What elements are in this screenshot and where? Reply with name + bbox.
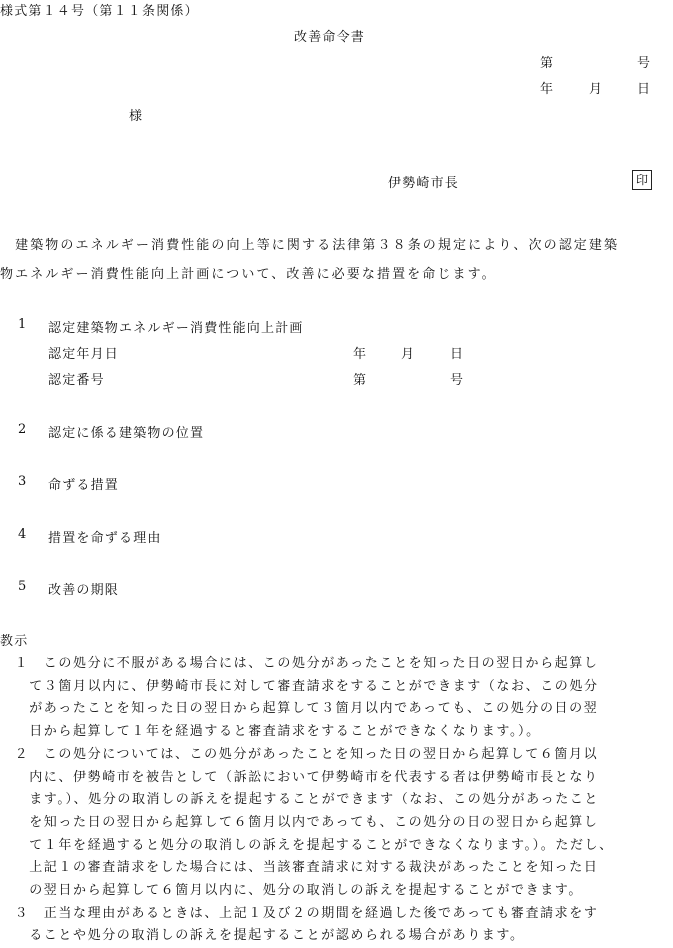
item-label-5: 改善の期限 (48, 583, 120, 598)
date-year: 年 (540, 82, 554, 97)
instruction-line: 日から起算して１年を経過すると審査請求をすることができなくなります。）。 (0, 724, 541, 740)
cert-date-label: 認定年月日 (48, 347, 120, 362)
cert-number-label: 認定番号 (48, 373, 105, 388)
cert-number-suffix: 号 (450, 373, 464, 388)
date-day: 日 (637, 82, 651, 97)
cert-date-day: 日 (450, 347, 464, 362)
instruction-body (0, 653, 673, 948)
cert-number-prefix: 第 (353, 373, 367, 388)
cert-date-month: 月 (401, 347, 415, 362)
doc-number-prefix: 第 (540, 56, 554, 71)
item-label-3: 命ずる措置 (48, 478, 120, 493)
item-number-2: 2 (18, 422, 27, 437)
instruction-line: ることや処分の取消しの訴えを提起することが認められる場合があります。 (0, 928, 525, 944)
form-number: 様式第１４号（第１１条関係） (0, 4, 199, 19)
item-number-4: 4 (18, 527, 27, 542)
item-number-5: 5 (18, 579, 27, 594)
instruction-line: を知った日の翌日から起算して６箇月以内であっても、この処分の日の翌日から起算し (0, 814, 599, 830)
instruction-line: て１年を経過すると処分の取消しの訴えを提起することができなくなります。）。ただし、 (0, 837, 614, 853)
item-number-3: 3 (18, 474, 27, 489)
instruction-line: ３ 正当な理由があるときは、上記１及び２の期間を経過した後であっても審査請求をす (0, 905, 599, 921)
issuer-name: 伊勢崎市長 (388, 176, 460, 191)
item-label-4: 措置を命ずる理由 (48, 531, 162, 546)
doc-number-suffix: 号 (637, 56, 651, 71)
instruction-line: の翌日から起算して６箇月以内に、処分の取消しの訴えを提起することができます。 (0, 883, 583, 899)
intro-paragraph (0, 231, 673, 289)
instruction-heading: 教示 (0, 634, 29, 649)
intro-line-1: 建築物のエネルギー消費性能の向上等に関する法律第３８条の規定により、次の認定建築 (0, 238, 620, 253)
instruction-line: 内に、伊勢崎市を被告として（訴訟において伊勢崎市を代表する者は伊勢崎市長となり (0, 769, 599, 785)
instruction-line: ます。）、処分の取消しの訴えを提起することができます（なお、この処分があったこと (0, 792, 600, 808)
item-number-1: 1 (18, 317, 27, 332)
document-title: 改善命令書 (294, 30, 366, 45)
instruction-line: があったことを知った日の翌日から起算して３箇月以内であっても、この処分の日の翌 (0, 701, 599, 717)
instruction-line: て３箇月以内に、伊勢崎市長に対して審査請求をすることができます（なお、この処分 (0, 678, 599, 694)
instruction-line: ２ この処分については、この処分があったことを知った日の翌日から起算して６箇月以 (0, 746, 599, 762)
instruction-line: 上記１の審査請求をした場合には、当該審査請求に対する裁決があったことを知った日 (0, 860, 599, 876)
seal-mark: 印 (632, 170, 652, 190)
date-month: 月 (589, 82, 603, 97)
intro-line-2: 物エネルギー消費性能向上計画について、改善に必要な措置を命じます。 (0, 267, 497, 282)
item-label-1: 認定建築物エネルギー消費性能向上計画 (48, 321, 304, 336)
cert-date-year: 年 (353, 347, 367, 362)
instruction-line: １ この処分に不服がある場合には、この処分があったことを知った日の翌日から起算し (0, 656, 599, 671)
item-label-2: 認定に係る建築物の位置 (48, 426, 205, 441)
addressee-suffix: 様 (129, 109, 143, 124)
